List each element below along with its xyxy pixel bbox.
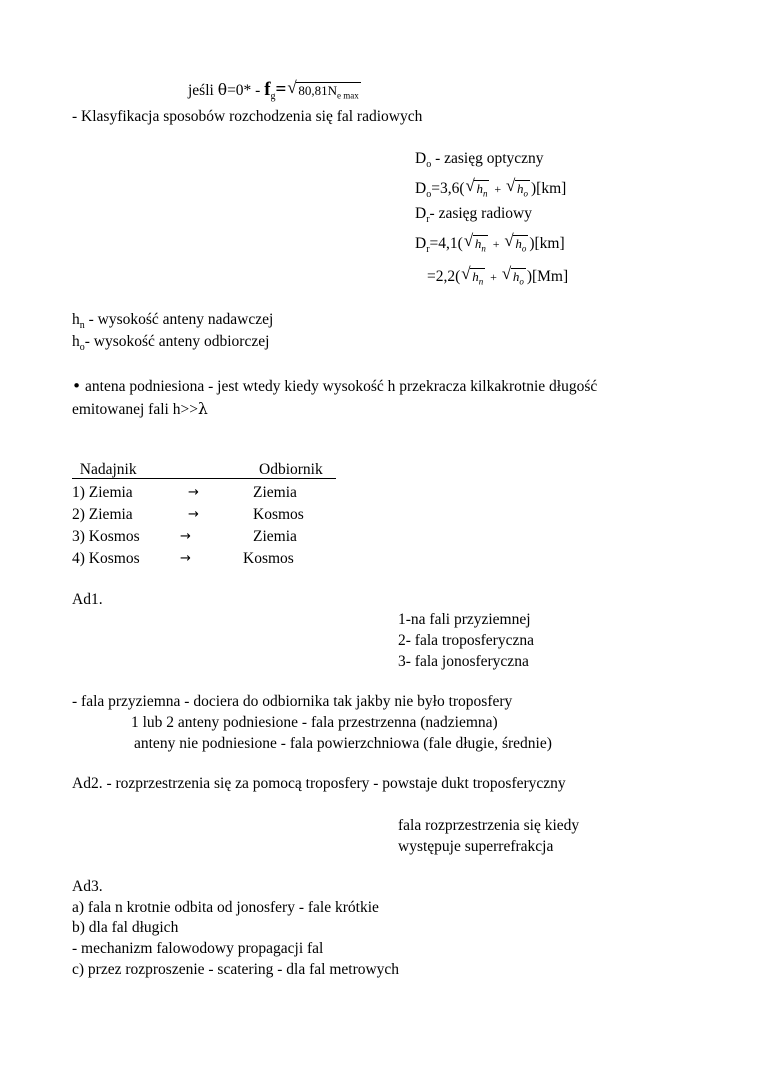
arrow-icon: →	[188, 507, 199, 522]
not-raised-antennas-text: anteny nie podniesione - fala powierzchniowa (fale długie, średnie)	[134, 735, 552, 752]
h-letter: h	[472, 269, 479, 284]
r-subscript: r	[426, 214, 430, 226]
header-receiver: Odbiornik	[259, 461, 327, 478]
row-transmitter: 2) Ziemia	[72, 506, 133, 523]
sqrt-ho: √ $h_o$	[504, 231, 527, 254]
radio-coefficient: =4,1(	[429, 235, 463, 252]
optical-range-label	[415, 150, 544, 171]
plus-sign: +	[494, 182, 502, 196]
critical-frequency-formula	[188, 78, 362, 103]
ho-text: - wysokość anteny odbiorczej	[84, 333, 270, 350]
optical-range-formula	[415, 176, 567, 201]
ad3-item-a: a) fala n krotnie odbita od jonosfery - fale krótkie	[72, 899, 379, 916]
table-row	[72, 551, 140, 567]
h-letter: h	[474, 236, 482, 251]
o-subscript: o	[521, 243, 527, 254]
d-letter: D	[415, 235, 427, 252]
n-subscript: n	[482, 188, 488, 199]
hn-text: - wysokość anteny nadawczej	[84, 311, 274, 328]
h-letter: h	[72, 333, 80, 350]
ad2-note: występuje superrefrakcja	[398, 838, 554, 855]
radio-range-label	[415, 205, 532, 226]
row-receiver: Ziemia	[253, 484, 297, 501]
h-letter: h	[512, 269, 520, 284]
arrow-icon: →	[180, 551, 191, 566]
d-letter: D	[415, 205, 427, 222]
n-subscript: n	[478, 276, 484, 287]
radio-range-formula	[415, 231, 565, 256]
o-subscript: o	[523, 188, 529, 199]
d-letter: D	[415, 180, 427, 197]
n-subscript: n	[481, 243, 486, 254]
table-row	[72, 485, 133, 501]
row-receiver: Kosmos	[253, 506, 304, 523]
raised-antenna-condition: emitowanej fali h>>	[72, 401, 198, 418]
km-unit: )[km]	[529, 235, 565, 252]
classification-heading: - Klasyfikacja sposobów rozchodzenia się fal radiowych	[72, 108, 423, 125]
ad1-heading: Ad1.	[72, 591, 103, 608]
o-subscript: o	[79, 342, 85, 354]
ad3-heading: Ad3.	[72, 878, 103, 895]
ground-wave-text: - fala przyziemna - dociera do odbiornika tak jakby nie było troposfery	[72, 693, 513, 710]
mm-unit: )[Mm]	[526, 268, 569, 285]
sqrt-hn: √ $h_n$	[465, 176, 488, 199]
ad3-mechanism: - mechanizm falowodowy propagacji fal	[72, 940, 324, 957]
row-receiver: Kosmos	[243, 550, 294, 567]
o-subscript: o	[426, 159, 432, 171]
plus-sign: +	[490, 270, 497, 284]
r-subscript: r	[426, 244, 430, 256]
row-transmitter: 1) Ziemia	[72, 484, 133, 501]
h-letter: h	[72, 311, 80, 328]
radicand-subscript: e max	[337, 90, 359, 101]
fg-symbol: f	[264, 79, 271, 100]
sqrt-ho: √ $h_o$	[506, 176, 529, 199]
table-header	[72, 462, 336, 483]
ad3-item-b: b) dla fal długich	[72, 919, 179, 936]
o-subscript: o	[426, 189, 432, 201]
optical-range-text: - zasięg optyczny	[431, 150, 544, 167]
radio-range-mm-formula	[427, 264, 569, 287]
bullet-icon: •	[72, 377, 82, 395]
raised-antenna-text: antena podniesiona - jest wtedy kiedy wysokość h przekracza kilkakrotnie długość	[81, 378, 598, 395]
optical-coefficient: =3,6(	[431, 180, 465, 197]
hn-definition	[72, 311, 274, 332]
sqrt-hn: √ $h_n$	[463, 231, 486, 254]
table-row	[72, 507, 133, 523]
raised-antenna-line1	[72, 379, 597, 395]
ad1-item: 2- fala troposferyczna	[398, 632, 534, 649]
km-unit: )[km]	[531, 180, 567, 197]
theta-symbol: θ	[217, 81, 228, 99]
mm-coefficient: =2,2(	[427, 268, 461, 285]
ad2-text: Ad2. - rozprzestrzenia się za pomocą troposfery - powstaje dukt troposferyczny	[72, 775, 566, 792]
row-transmitter: 3) Kosmos	[72, 528, 140, 545]
equals-sign: =	[275, 79, 287, 100]
h-letter: h	[515, 236, 522, 251]
ad1-item: 3- fala jonosferyczna	[398, 653, 529, 670]
header-transmitter: Nadajnik	[72, 461, 137, 478]
radicand: 80,81N	[298, 83, 338, 98]
plus-sign: +	[492, 237, 500, 251]
formula-condition: =0* -	[227, 82, 261, 99]
formula-if: jeśli	[188, 82, 214, 99]
n-subscript: n	[79, 320, 85, 332]
radio-range-text: - zasięg radiowy	[429, 205, 532, 222]
sqrt-hn: √ $h_n$	[461, 264, 484, 287]
lambda-symbol: λ	[197, 400, 208, 418]
arrow-icon: →	[188, 485, 199, 500]
ad2-note: fala rozprzestrzenia się kiedy	[398, 817, 580, 834]
table-row	[72, 529, 140, 545]
d-letter: D	[415, 150, 427, 167]
sqrt-radical: √ $80,81N_{e max}$	[287, 78, 359, 101]
arrow-icon: →	[180, 529, 191, 544]
ho-definition	[72, 333, 270, 354]
o-subscript: o	[519, 276, 524, 287]
h-letter: h	[517, 181, 524, 196]
h-letter: h	[476, 181, 483, 196]
fg-subscript: g	[270, 91, 276, 103]
sqrt-ho: √ $h_o$	[501, 264, 524, 287]
row-receiver: Ziemia	[253, 528, 297, 545]
ad3-item-c: c) przez rozproszenie - scatering - dla fal metrowych	[72, 961, 400, 978]
raised-antenna-line2	[72, 402, 208, 418]
row-transmitter: 4) Kosmos	[72, 550, 140, 567]
raised-antennas-text: 1 lub 2 anteny podniesione - fala przestrzenna (nadziemna)	[131, 714, 498, 731]
ad1-item: 1-na fali przyziemnej	[398, 611, 531, 628]
